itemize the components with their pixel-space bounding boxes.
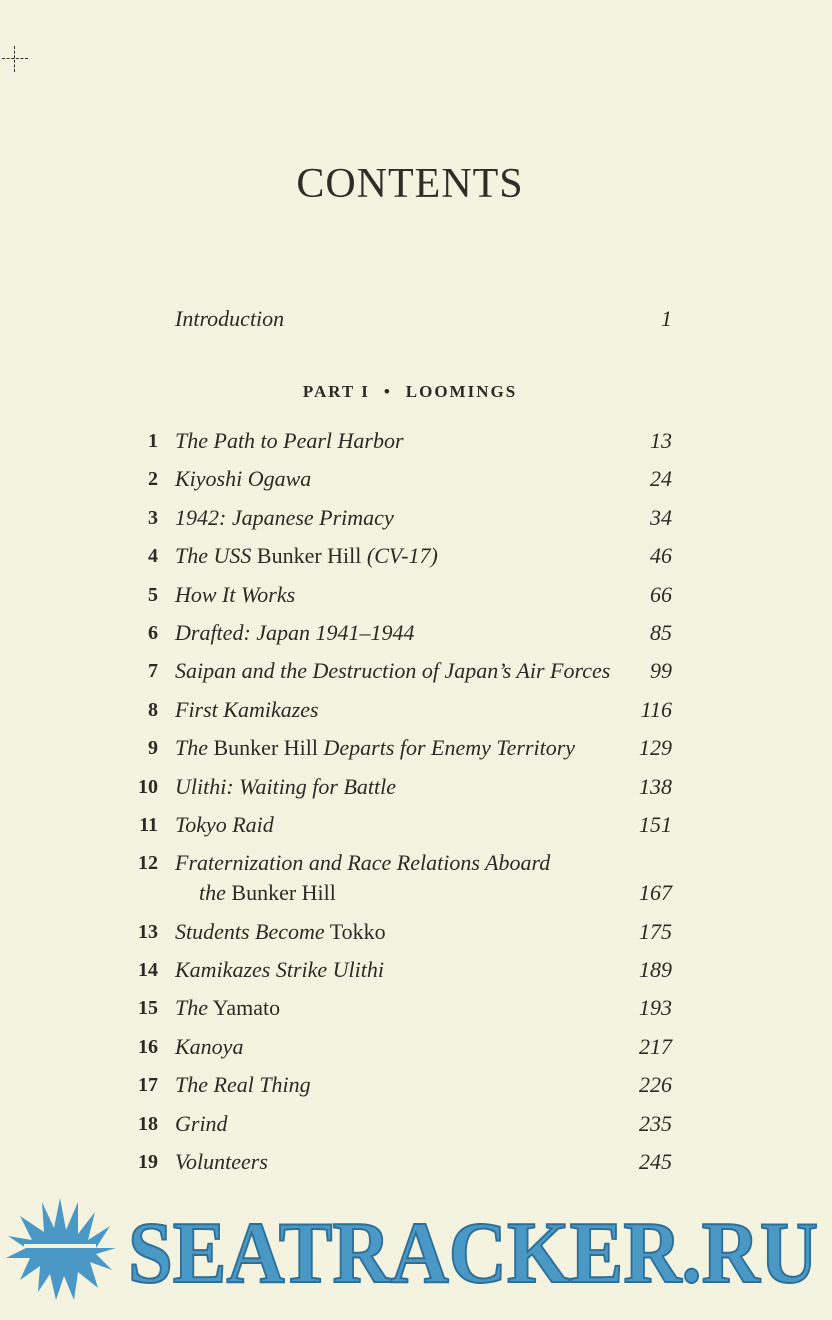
chapter-title: Saipan and the Destruction of Japan’s Air Forces [175, 658, 611, 684]
chapter-number: 14 [138, 959, 158, 982]
chapter-title: First Kamikazes [175, 696, 319, 722]
chapter-title-part: The [175, 995, 208, 1021]
chapter-title: Kiyoshi Ogawa [175, 466, 312, 492]
toc-entry [120, 656, 672, 694]
chapter-number: 18 [138, 1112, 158, 1135]
chapter-title [175, 848, 625, 908]
toc-list [120, 426, 672, 1185]
chapter-page: 217 [639, 1033, 672, 1059]
toc-entry [120, 1070, 672, 1108]
chapter-page: 138 [639, 773, 672, 799]
toc-entry [120, 1109, 672, 1147]
tokko-term: Tokko [324, 918, 386, 944]
toc-entry [120, 503, 672, 541]
chapter-number: 3 [148, 506, 158, 529]
chapter-title: The Path to Pearl Harbor [175, 428, 404, 453]
chapter-title: Kanoya [175, 1033, 244, 1059]
part-separator: • [383, 382, 392, 401]
chapter-number: 11 [139, 813, 158, 836]
chapter-page: 245 [639, 1149, 672, 1175]
chapter-page: 175 [639, 918, 672, 944]
toc-entry [120, 772, 672, 810]
chapter-number: 8 [148, 698, 158, 721]
toc-introduction [175, 306, 672, 332]
toc-entry [120, 917, 672, 955]
chapter-page: 116 [640, 696, 672, 722]
chapter-title-part: the [199, 880, 226, 906]
toc-entry [120, 810, 672, 848]
toc-entry [120, 993, 672, 1031]
chapter-number: 10 [138, 775, 158, 798]
chapter-number: 9 [148, 737, 158, 760]
toc-entry [120, 1147, 672, 1185]
chapter-number: 16 [138, 1035, 158, 1058]
chapter-page: 129 [639, 735, 672, 761]
page-title: CONTENTS [296, 161, 524, 207]
chapter-title-line2 [175, 878, 625, 908]
chapter-page: 99 [650, 658, 672, 684]
chapter-page: 193 [639, 995, 672, 1021]
chapter-title: Tokyo Raid [175, 811, 274, 837]
chapter-page: 34 [650, 504, 672, 530]
part-name: LOOMINGS [405, 382, 518, 401]
chapter-number: 1 [148, 430, 158, 452]
chapter-page: 46 [650, 543, 672, 569]
watermark-text: SEATRACKER.RU [128, 1205, 818, 1302]
toc-entry [120, 733, 672, 771]
chapter-title-part: The [175, 735, 208, 761]
chapter-title-part: Departs for Enemy Territory [323, 735, 576, 761]
toc-entry [120, 580, 672, 618]
chapter-title [175, 733, 625, 763]
chapter-title: The Real Thing [175, 1072, 311, 1098]
chapter-title: Kamikazes Strike Ulithi [175, 957, 384, 983]
chapter-number: 6 [148, 621, 158, 644]
chapter-number: 13 [138, 920, 158, 943]
ship-name: Bunker Hill [251, 543, 367, 569]
chapter-title: Ulithi: Waiting for Battle [175, 773, 397, 799]
chapter-title-part: Students Become [175, 918, 325, 944]
ship-name: Bunker Hill [208, 735, 324, 761]
chapter-number: 12 [138, 852, 158, 875]
chapter-number: 4 [148, 545, 158, 568]
chapter-title: Volunteers [175, 1149, 268, 1175]
chapter-number: 19 [138, 1151, 158, 1174]
toc-entry [120, 541, 672, 579]
chapter-title-line1: Fraternization and Race Relations Aboard [175, 850, 551, 876]
watermark [0, 1188, 832, 1308]
chapter-number: 2 [148, 468, 158, 491]
chapter-title-part: The USS [175, 543, 252, 569]
chapter-title [175, 993, 625, 1023]
part-label: PART I [302, 382, 370, 401]
chapter-number: 5 [148, 583, 158, 606]
toc-entry [120, 618, 672, 656]
chapter-page: 235 [639, 1110, 672, 1136]
chapter-page: 24 [650, 466, 672, 492]
chapter-page: 189 [639, 957, 672, 983]
sun-logo-icon [6, 1198, 116, 1300]
chapter-number: 15 [138, 997, 158, 1020]
chapter-page: 66 [650, 581, 672, 607]
chapter-title [175, 917, 625, 947]
toc-entry [120, 426, 672, 464]
toc-entry [120, 1032, 672, 1070]
chapter-title [175, 541, 625, 571]
part-heading [0, 382, 820, 402]
crop-mark-icon [2, 46, 28, 72]
toc-entry [120, 955, 672, 993]
chapter-page: 167 [639, 880, 672, 906]
toc-entry [120, 695, 672, 733]
ship-name: Yamato [208, 995, 281, 1021]
chapter-page: 85 [650, 619, 672, 645]
introduction-title: Introduction [175, 306, 285, 331]
chapter-title: Grind [175, 1110, 228, 1136]
chapter-title: How It Works [175, 581, 296, 607]
chapter-number: 7 [148, 660, 158, 683]
toc-entry [120, 848, 672, 916]
introduction-page: 1 [661, 306, 672, 331]
chapter-title: 1942: Japanese Primacy [175, 504, 394, 530]
chapter-title-part: (CV-17) [366, 543, 438, 569]
chapter-title: Drafted: Japan 1941–1944 [175, 619, 415, 645]
chapter-number: 17 [138, 1074, 158, 1097]
chapter-page: 226 [639, 1072, 672, 1098]
chapter-page: 151 [639, 811, 672, 837]
toc-entry [120, 464, 672, 502]
ship-name: Bunker Hill [225, 880, 336, 906]
chapter-page: 13 [650, 428, 672, 453]
